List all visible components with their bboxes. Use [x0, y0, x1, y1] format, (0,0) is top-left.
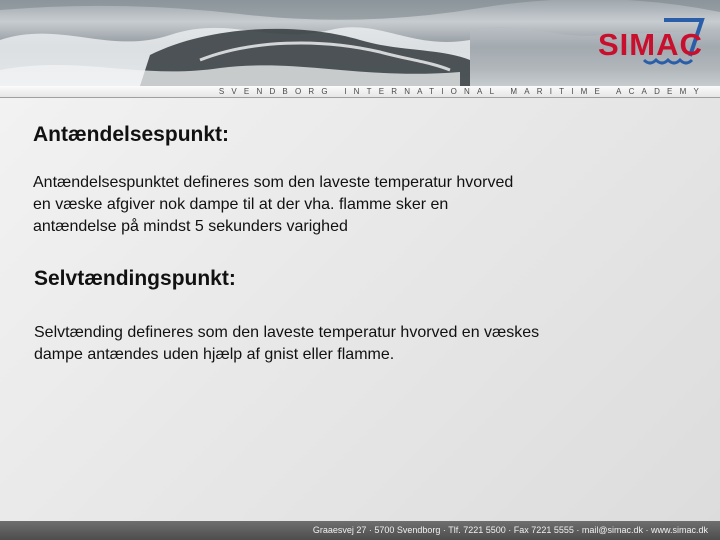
section-heading-auto-ignition: Selvtændingspunkt: — [34, 267, 236, 290]
section-heading-flash-point: Antændelsespunkt: — [33, 123, 230, 146]
header-water-banner — [0, 0, 720, 86]
logo-text: SIMAC — [598, 27, 703, 62]
section-text-flash-point: Antændelsespunktet defineres som den laveste temperatur hvorved en væske afgiver nok dampe til at der vha. flamme sker en antændelse på mindst 5 sekunders varighed — [33, 174, 514, 235]
footer-contact: Graaesvej 27 · 5700 Svendborg · Tlf. 7221 5500 · Fax 7221 5555 · mail@simac.dk · www.simac.dk — [312, 525, 708, 535]
footer-bar — [0, 521, 720, 540]
tagline-bar — [0, 86, 720, 98]
section-text-auto-ignition: Selvtænding defineres som den laveste temperatur hvorved en væskes dampe antændes uden hjælp af gnist eller flamme. — [34, 324, 540, 363]
simac-logo — [594, 16, 712, 74]
academy-tagline: SVENDBORG INTERNATIONAL MARITIME ACADEMY — [218, 87, 706, 96]
